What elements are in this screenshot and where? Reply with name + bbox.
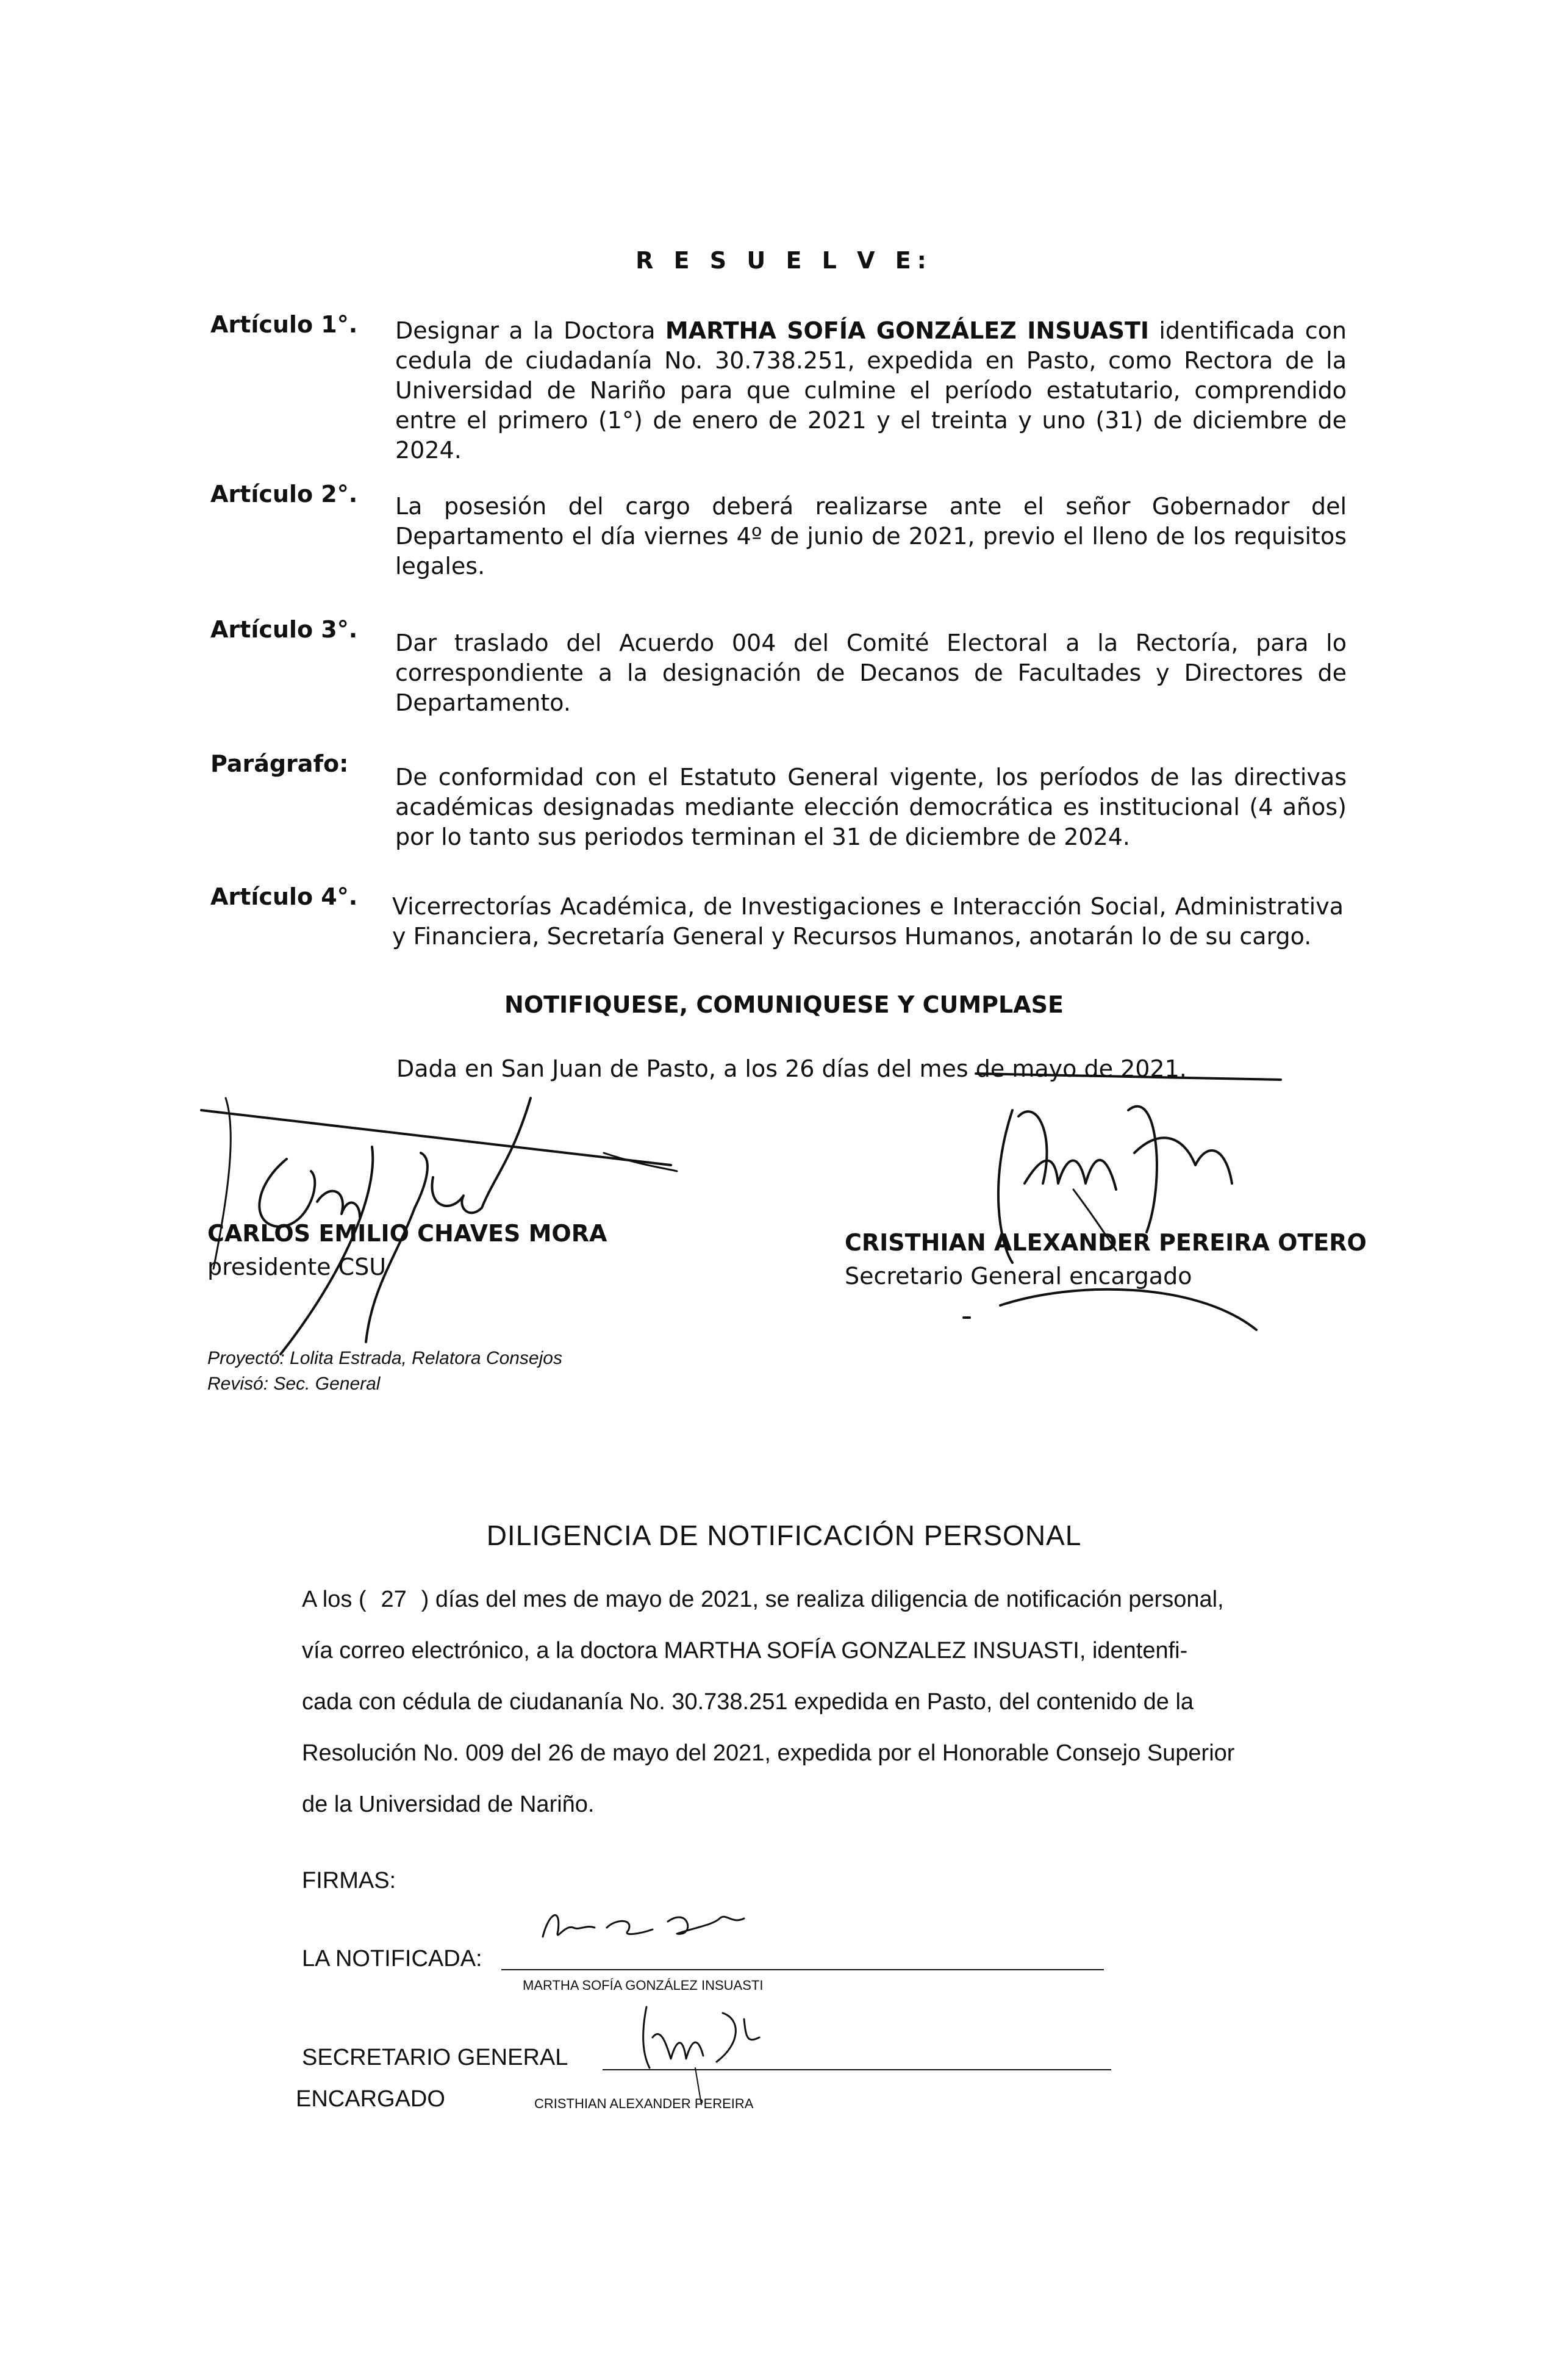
- signatory-2-role: Secretario General encargado: [845, 1263, 1192, 1290]
- diligencia-day-prefix: A los (: [302, 1587, 367, 1612]
- reviewed-by-note: Revisó: Sec. General: [207, 1374, 381, 1394]
- diligencia-line-5: de la Universidad de Nariño.: [302, 1792, 595, 1817]
- article-1-name: MARTHA SOFÍA GONZÁLEZ INSUASTI: [665, 317, 1150, 344]
- diligencia-line-2: vía correo electrónico, a la doctora MARTHA SOFÍA GONZALEZ INSUASTI, identenfi-: [302, 1638, 1188, 1663]
- signature-pereira-short: [637, 2001, 778, 2111]
- signature-gonzalez-insuasti: [537, 1900, 756, 1955]
- secretary-label-1: SECRETARIO GENERAL: [302, 2045, 568, 2070]
- article-1-prefix: Designar a la Doctora: [395, 317, 665, 344]
- diligencia-line-4: Resolución No. 009 del 26 de mayo del 2021, expedida por el Honorable Consejo Superior: [302, 1740, 1235, 1766]
- diligencia-line-1-rest: ) días del mes de mayo de 2021, se realiza diligencia de notificación personal,: [421, 1587, 1224, 1612]
- secretary-signature-line: [603, 2069, 1111, 2070]
- article-4-text: Vicerrectorías Académica, de Investigaciones e Interacción Social, Administrativa y Financiera, Secretaría General y Recursos Humanos, anotarán lo de su cargo.: [392, 893, 1344, 950]
- notified-signature-line: [501, 1969, 1104, 1970]
- notified-name: MARTHA SOFÍA GONZÁLEZ INSUASTI: [523, 1978, 764, 1993]
- article-3-text: Dar traslado del Acuerdo 004 del Comité Electoral a la Rectoría, para lo correspondiente a la designación de Decanos de Facultades y Directores de Departamento.: [395, 630, 1347, 716]
- diligencia-day: 27: [381, 1587, 407, 1612]
- closing-formula: NOTIFIQUESE, COMUNIQUESE Y CUMPLASE: [504, 991, 1064, 1018]
- signatory-2-name: CRISTHIAN ALEXANDER PEREIRA OTERO: [845, 1229, 1367, 1256]
- article-1-text: [395, 316, 1347, 465]
- prepared-by-note: Proyectó: Lolita Estrada, Relatora Consejos: [207, 1348, 562, 1368]
- notified-label: LA NOTIFICADA:: [302, 1946, 482, 1972]
- article-1-label: Artículo 1°.: [210, 311, 358, 338]
- article-2-text: La posesión del cargo deberá realizarse ante el señor Gobernador del Departamento el día viernes 4º de junio de 2021, previo el lleno de los requisitos legales.: [395, 493, 1347, 580]
- signatory-1-role: presidente CSU: [207, 1254, 387, 1280]
- paragraph-label: Parágrafo:: [210, 750, 349, 777]
- paragraph-text: De conformidad con el Estatuto General vigente, los períodos de las directivas académicas designadas mediante elección democrática es institucional (4 años) por lo tanto sus periodos terminan el 31 de diciembre de 2024.: [395, 764, 1347, 850]
- signature-pereira-otero: [951, 1061, 1293, 1342]
- date-line: Dada en San Juan de Pasto, a los 26 días del mes de mayo de 2021.: [396, 1055, 1187, 1082]
- resolution-heading: R E S U E L V E:: [635, 247, 933, 274]
- article-3-label: Artículo 3°.: [210, 616, 358, 643]
- signatory-1-name: CARLOS EMILIO CHAVES MORA: [207, 1220, 607, 1247]
- diligencia-title: DILIGENCIA DE NOTIFICACIÓN PERSONAL: [486, 1520, 1082, 1551]
- diligencia-line-1: [302, 1574, 1339, 1625]
- secretary-label-2: ENCARGADO: [296, 2086, 445, 2112]
- article-2-label: Artículo 2°.: [210, 481, 358, 508]
- secretary-name: CRISTHIAN ALEXANDER PEREIRA: [534, 2096, 754, 2111]
- article-1-suffix: identificada con cedula de ciudadanía No. 30.738.251, expedida en Pasto, como Rectora de la Universidad de Nariño para que culmine el período estatutario, comprendido entre el primero (1°) de enero de 2021 y el treinta y uno (31) de diciembre de 2024.: [395, 317, 1347, 464]
- signatures-label: FIRMAS:: [302, 1868, 396, 1893]
- diligencia-body: [302, 1574, 1339, 1830]
- article-4-label: Artículo 4°.: [210, 883, 358, 910]
- diligencia-line-3: cada con cédula de ciudananía No. 30.738.251 expedida en Pasto, del contenido de la: [302, 1689, 1194, 1715]
